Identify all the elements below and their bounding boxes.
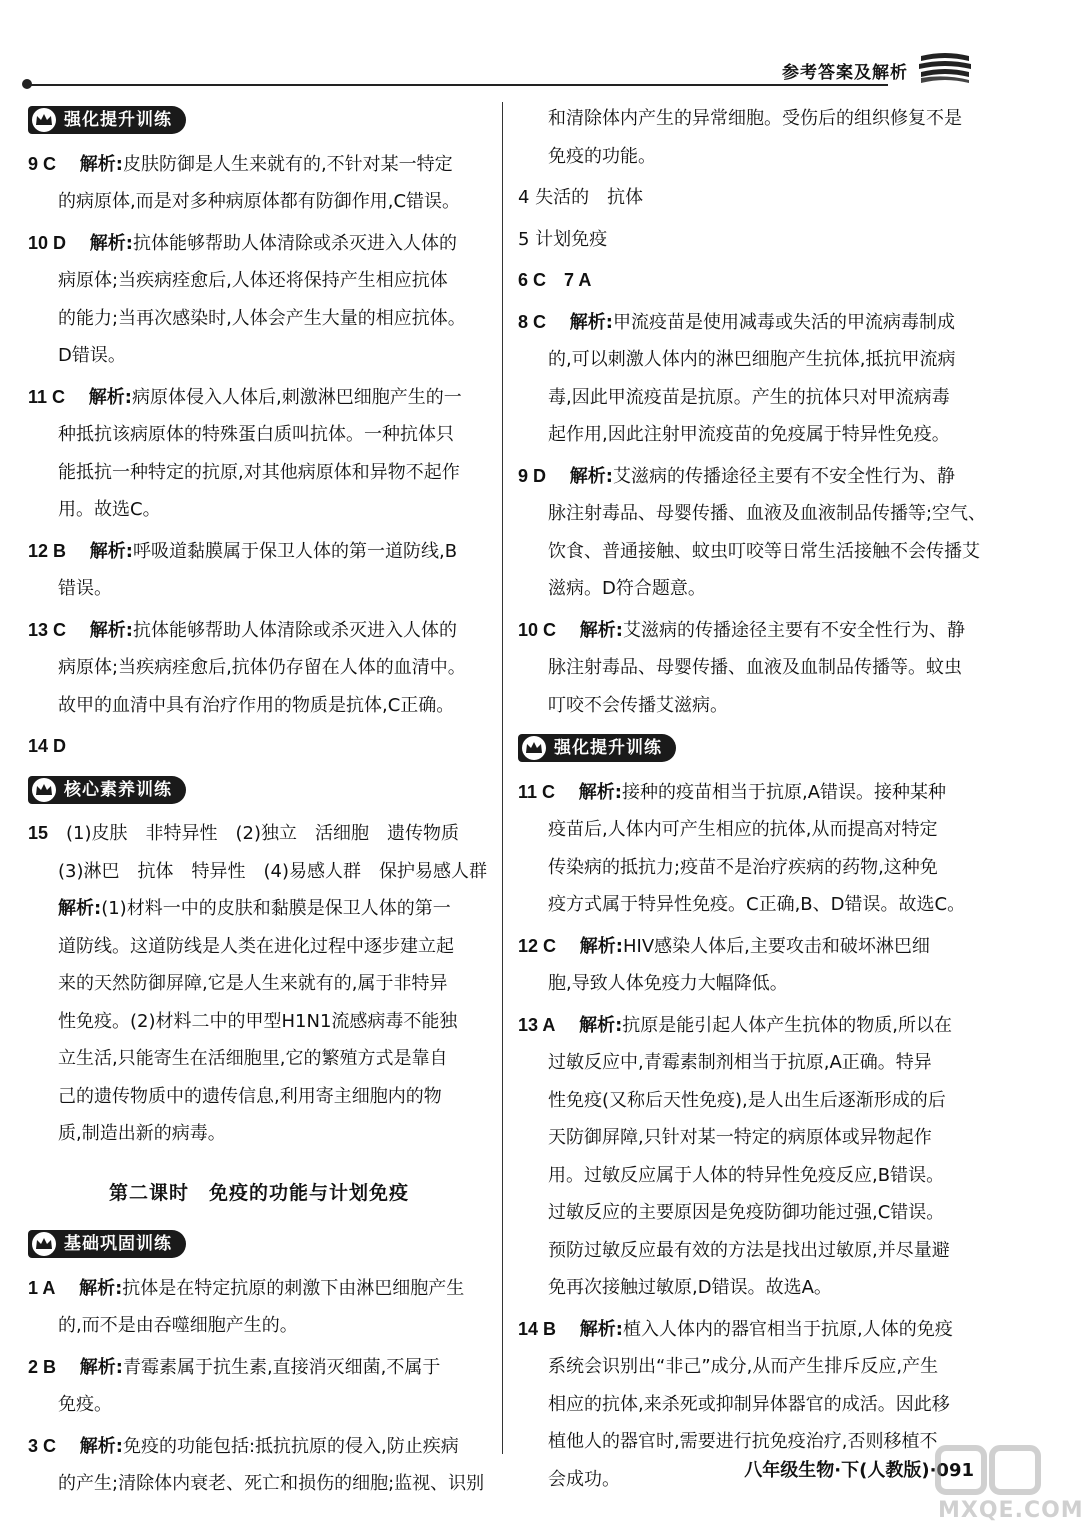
answer-text: 抗原是能引起人体产生抗体的物质,所以在 <box>622 1014 953 1036</box>
question-number: 2 B <box>28 1356 57 1377</box>
question-number: 14 D <box>28 736 67 756</box>
answer-text: 毒,因此甲流疫苗是抗原。产生的抗体只对甲流病毒 <box>548 386 950 408</box>
answer-text: 病原体;当疾病痊愈后,人体还将保持产生相应抗体 <box>58 270 448 291</box>
answer-text: 过敏反应中,青霉素制剂相当于抗原,A正确。特异 <box>548 1052 932 1073</box>
answer-item <box>518 179 984 217</box>
answer-text: 病原体;当疾病痊愈后,抗体仍存留在人体的血清中。 <box>58 657 466 678</box>
answer-text: 脉注射毒品、母婴传播、血液及血液制品传播等;空气、 <box>548 503 987 524</box>
answer-text: 性免疫(又称后天性免疫),是人出生后逐渐形成的后 <box>548 1089 946 1111</box>
answer-text: 甲流疫苗是使用减毒或失活的甲流病毒制成 <box>612 311 955 333</box>
answer-item <box>28 815 490 1153</box>
crown-icon <box>32 108 56 132</box>
answer-text: 故甲的血清中具有治疗作用的物质是抗体,C正确。 <box>58 694 455 716</box>
answer-text: 系统会识别出“非己”成分,从而产生排斥反应,产生 <box>548 1356 939 1377</box>
answer-item <box>28 1349 490 1424</box>
answer-text: 青霉素属于抗生素,直接消灭细菌,不属于 <box>122 1356 441 1378</box>
question-number: 11 C <box>28 386 66 407</box>
answer-text: 免疫的功能包括:抵抗抗原的侵入,防止疾病 <box>122 1435 459 1457</box>
answer-item <box>518 458 987 608</box>
crown-icon <box>522 736 546 760</box>
analysis-label: 解析: <box>89 540 133 562</box>
answer-text: 抗体能够帮助人体清除或杀灭进入人体的 <box>132 619 457 641</box>
answer-text: 抗体是在特定抗原的刺激下由淋巴细胞产生 <box>122 1277 465 1299</box>
answer-text: 己的遗传物质中的遗传信息,利用寄主细胞内的物 <box>58 1085 442 1107</box>
page-footer: 八年级生物·下(人教版)·091 <box>744 1460 974 1481</box>
crown-icon <box>32 1232 56 1256</box>
answer-text: 抗体能够帮助人体清除或杀灭进入人体的 <box>132 232 457 254</box>
analysis-label: 解析: <box>89 232 133 254</box>
analysis-label: 解析: <box>569 465 613 487</box>
page-header <box>28 48 978 88</box>
answer-text: (1)材料一中的皮肤和黏膜是保卫人体的第一 <box>101 898 451 919</box>
answer-text: 5 计划免疫 <box>518 228 608 250</box>
answer-text: 免疫。 <box>58 1394 112 1415</box>
answer-text: 质,制造出新的病毒。 <box>58 1123 226 1144</box>
answer-text: 免疫的功能。 <box>548 145 656 167</box>
answer-text: 道防线。这道防线是人类在进化过程中逐步建立起 <box>58 935 454 957</box>
answer-text: D错误。 <box>58 345 126 366</box>
answer-text: 相应的抗体,来杀死或抑制异体器官的成活。因此移 <box>548 1393 950 1415</box>
section-badge-advanced <box>28 106 186 134</box>
answer-text: 植入人体内的器官相当于抗原,人体的免疫 <box>622 1318 953 1340</box>
answer-text: 病原体侵入人体后,刺激淋巴细胞产生的一 <box>131 386 462 408</box>
answer-text: 疫苗后,人体内可产生相应的抗体,从而提高对特定 <box>548 819 938 840</box>
watermark-logo <box>934 1442 1084 1528</box>
answer-text: 的产生;清除体内衰老、死亡和损伤的细胞;监视、识别 <box>58 1473 485 1494</box>
answer-item <box>28 1270 490 1345</box>
answer-item <box>518 304 984 454</box>
answer-item <box>28 379 490 529</box>
question-number: 9 D <box>518 465 547 486</box>
answer-item <box>518 612 984 725</box>
question-number: 8 C <box>518 311 547 332</box>
answer-text: 传染病的抵抗力;疫苗不是治疗疾病的药物,这种免 <box>548 856 938 878</box>
answer-text: 种抵抗该病原体的特殊蛋白质叫抗体。一种抗体只 <box>58 424 454 445</box>
answer-text: 过敏反应的主要原因是免疫防御功能过强,C错误。 <box>548 1202 945 1223</box>
analysis-label: 解析: <box>79 153 123 175</box>
badge-label: 强化提升训练 <box>64 110 172 130</box>
analysis-label: 解析: <box>578 781 622 803</box>
question-number: 10 D <box>28 232 67 253</box>
answer-text: 天防御屏障,只针对某一特定的病原体或异物起作 <box>548 1127 932 1148</box>
question-number: 1 A <box>28 1277 56 1298</box>
answer-text: 艾滋病的传播途径主要有不安全性行为、静 <box>622 619 965 641</box>
answer-item <box>28 225 490 375</box>
question-number: 10 C <box>518 619 557 640</box>
header-rule <box>28 84 888 86</box>
answer-item <box>28 728 490 766</box>
question-number: 13 C <box>28 619 67 640</box>
answer-text: 和清除体内产生的异常细胞。受伤后的组织修复不是 <box>548 108 962 129</box>
answer-item <box>28 146 490 221</box>
answer-text: 用。故选C。 <box>58 499 161 520</box>
answer-text: 接种的疫苗相当于抗原,A错误。接种某种 <box>621 781 947 803</box>
crown-icon <box>32 778 56 802</box>
right-column <box>518 100 987 1502</box>
column-divider <box>502 102 503 1454</box>
answer-text: 的病原体,而是对多种病原体都有防御作用,C错误。 <box>58 191 461 212</box>
question-number: 12 B <box>28 540 67 561</box>
answer-text: 预防过敏反应最有效的方法是找出过敏原,并尽量避 <box>548 1239 950 1261</box>
header-title: 参考答案及解析 <box>782 63 908 83</box>
answer-text: 的,而不是由吞噬细胞产生的。 <box>58 1315 298 1336</box>
answer-text: (3)淋巴 抗体 特异性 (4)易感人群 保护易感人群 <box>58 860 487 882</box>
analysis-label: 解析: <box>58 898 102 919</box>
answer-text: 用。过敏反应属于人体的特异性免疫反应,B错误。 <box>548 1164 945 1186</box>
answer-item <box>28 1428 490 1503</box>
answer-text: 会成功。 <box>548 1468 620 1490</box>
answer-text: 皮肤防御是人生来就有的,不针对某一特定 <box>122 153 453 175</box>
answer-item <box>518 928 984 1003</box>
answer-text: 胞,导致人体免疫力大幅降低。 <box>548 973 788 994</box>
section-badge-basic <box>28 1230 186 1258</box>
analysis-label: 解析: <box>579 619 623 641</box>
answer-item <box>518 774 984 924</box>
answer-item <box>28 533 490 608</box>
answer-text: 4 失活的 抗体 <box>518 187 644 208</box>
answer-text: 性免疫。(2)材料二中的甲型H1N1流感病毒不能独 <box>58 1010 458 1032</box>
left-column <box>28 100 490 1507</box>
badge-label: 强化提升训练 <box>554 738 662 758</box>
badge-label: 基础巩固训练 <box>64 1234 172 1254</box>
answer-text: 叮咬不会传播艾滋病。 <box>548 694 728 716</box>
answer-text: 起作用,因此注射甲流疫苗的免疫属于特异性免疫。 <box>548 424 950 445</box>
analysis-label: 解析: <box>88 386 132 408</box>
answer-text: 6 C 7 A <box>518 270 592 290</box>
answer-item <box>518 1007 984 1307</box>
analysis-label: 解析: <box>579 935 623 957</box>
question-number: 11 C <box>518 781 556 802</box>
answer-text: 艾滋病的传播途径主要有不安全性行为、静 <box>612 465 955 487</box>
question-number: 3 C <box>28 1435 57 1456</box>
lesson-title: 第二课时 免疫的功能与计划免疫 <box>108 1181 409 1204</box>
answer-text: HIV感染人体后,主要攻击和破坏淋巴细 <box>622 935 930 957</box>
question-number: 12 C <box>518 935 557 956</box>
answer-text: 疫方式属于特异性免疫。C正确,B、D错误。故选C。 <box>548 894 966 915</box>
answer-text: 免再次接触过敏原,D错误。故选A。 <box>548 1277 832 1298</box>
answer-stamp-icon <box>934 1442 1044 1498</box>
question-number: 15 <box>28 823 49 843</box>
question-number: 13 A <box>518 1014 556 1035</box>
section-badge-advanced <box>518 734 676 762</box>
answer-item <box>518 221 984 259</box>
answer-text: 能抵抗一种特定的抗原,对其他病原体和异物不起作 <box>58 461 460 483</box>
question-number: 9 C <box>28 153 57 174</box>
answer-text: 来的天然防御屏障,它是人生来就有的,属于非特异 <box>58 973 448 994</box>
answer-text: 脉注射毒品、母婴传播、血液及血制品传播等。蚊虫 <box>548 657 962 678</box>
answer-text: 饮食、普通接触、蚊虫叮咬等日常生活接触不会传播艾 <box>548 540 980 562</box>
watermark-text: MXQE.COM <box>938 1498 1084 1523</box>
answer-text: 错误。 <box>58 578 112 599</box>
analysis-label: 解析: <box>579 1014 623 1036</box>
answer-item <box>518 100 984 175</box>
analysis-label: 解析: <box>569 311 613 333</box>
analysis-label: 解析: <box>79 1356 123 1378</box>
answer-text: 植他人的器官时,需要进行抗免疫治疗,否则移植不 <box>548 1431 938 1452</box>
analysis-label: 解析: <box>79 1277 123 1299</box>
analysis-label: 解析: <box>89 619 133 641</box>
book-stack-icon <box>917 50 973 84</box>
answer-text: 立生活,只能寄生在活细胞里,它的繁殖方式是靠自 <box>58 1048 448 1069</box>
section-badge-core <box>28 776 186 804</box>
answer-text: 的,可以刺激人体内的淋巴细胞产生抗体,抵抗甲流病 <box>548 349 956 370</box>
answer-text: (1)皮肤 非特异性 (2)独立 活细胞 遗传物质 <box>66 823 460 844</box>
answer-item <box>518 262 984 300</box>
answer-text: 呼吸道黏膜属于保卫人体的第一道防线,B <box>132 540 458 562</box>
question-number: 14 B <box>518 1318 557 1339</box>
answer-text: 滋病。D符合题意。 <box>548 578 706 599</box>
answer-item <box>28 612 490 725</box>
answer-text: 的能力;当再次感染时,人体会产生大量的相应抗体。 <box>58 307 466 329</box>
analysis-label: 解析: <box>79 1435 123 1457</box>
badge-label: 核心素养训练 <box>64 779 172 800</box>
analysis-label: 解析: <box>579 1318 623 1340</box>
